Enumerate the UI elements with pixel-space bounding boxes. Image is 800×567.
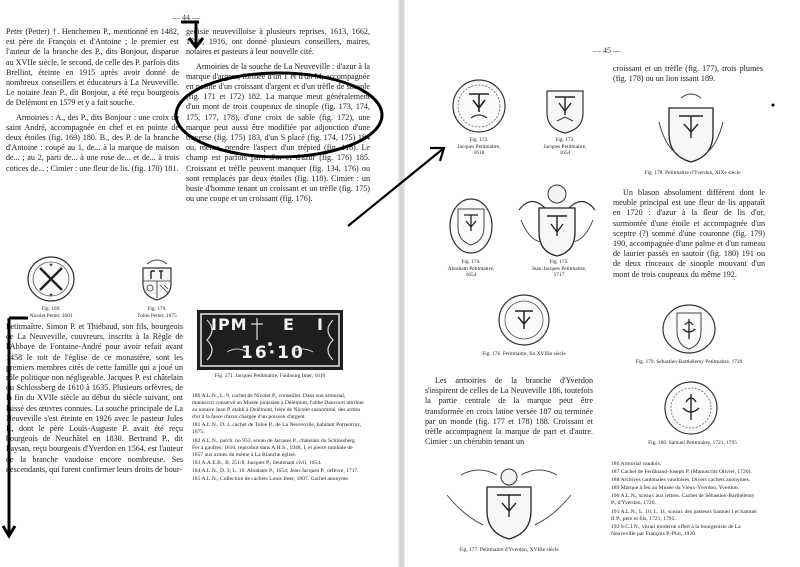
footnotes-right [611, 461, 761, 539]
page-number-left: — 44 — [172, 13, 200, 22]
footnote-181: 181 A.L.N., D. 3, cachet de Tobie P., de La Neuveville, habitant Porrentruy, 1675. [192, 422, 362, 436]
peter-paragraph: Peter (Petter) †. Henchemen P., mentionné en 1482, est père de François et d'Antoine ; le premier est l'auteur de la branche des P., dits Bonjour, disparue au XVIIe siècle, le second, de celle des P. parfois dits Brelliot, éteinte en 1915 après avoir donné de nombreux conseillers et éducateurs à La Neuveville. Le notaire Jean P., dit Bonjour, a été reçu bourgeois de Delémont en 1579 et y a fait souche. [6, 27, 179, 108]
footnote-191: 191 A.L.N., L. 10, L. 11, sceaux des pasteurs Samuel I et Samuel II P., père et fils, 1721, 1795. [611, 508, 757, 522]
petitmaitre-column [6, 322, 183, 479]
fig-174-caption: Fig. 174. Abraham Petitmaitre, 1654 [447, 259, 495, 279]
yverdon-column [425, 376, 593, 451]
fig-177-caption: Fig. 177. Petitmaitre d'Yverdon, XVIIIe siècle [459, 547, 559, 553]
fig-176-seal-image [497, 293, 551, 347]
plumes-paragraph: croissant et un trèfle (fig. 177), trois plumes (fig. 178) ou un lion issant 189. [613, 64, 763, 84]
woodcut-text-i: I [317, 315, 323, 334]
fig-172-seal-image [451, 78, 507, 134]
fig-171-woodcut-image [197, 310, 343, 370]
fig-171-caption: Fig. 171. Jacques Petitmaitre, Faubourg Imer, 1610 [214, 373, 326, 379]
footnote-188: 188 Archives cantonales vaudoises. Divers cachets anonymes. [611, 477, 751, 484]
fig-179-seal-image [661, 303, 717, 355]
fig-180-caption: Fig. 180. Samuel Petitmaitre, 1721, 1795 [648, 440, 737, 446]
footnote-187: 187 Cachet de Ferdinand-Joseph P. (Manuscrits Olivier, 1720). [611, 469, 752, 476]
fig-170-caption: Fig. 170. Tobie Petter, 1675 [137, 306, 177, 319]
page-number-right: — 45 — [593, 46, 621, 55]
fig-180-seal-image [661, 380, 721, 436]
woodcut-text-ipm: IPM [211, 315, 248, 334]
svg-text:✦: ✦ [48, 293, 54, 299]
left-page [0, 0, 398, 567]
fig-177-seal-image [439, 465, 579, 541]
woodcut-text-e: E [283, 315, 294, 334]
footnote-190: 190 A.L.N., sceaux aux lettres. Cachet de Sébastien-Barthélemy P., d'Yverdon, 1720. [611, 493, 755, 507]
fig-178-caption: Fig. 178. Petitmaitre d'Yverdon, XIXe siècle [644, 170, 741, 176]
fig-173-seal-image [543, 85, 587, 135]
petitmaitre-arms-column [186, 27, 370, 208]
fig-169-caption: Fig. 169. Nicolet Petter, 1601 [29, 306, 73, 319]
yverdon-paragraph: Les armoiries de la branche d'Yverdon s'inspirent de celles de La Neuveville 186, toutefois la partie centrale de la marque peut être transformée en croix latine versée 187 ou terminée par un monde (fig. 177 et 178) 188. Croissant et trèfle accompagnent la marque de part et d'autre. Cimier : un chérubin tenant un [425, 376, 593, 447]
fig-175-seal-image [511, 180, 603, 260]
footnote-182: 182 A.L.N., parch. no 953, sceau de Jacques P., châtelain du Schlossberg. Fer à gaufres, 1610, reproduit dans A.H.S., 1948, I, et pierre tombale de 1657 aux armes du même à La Blanche église. [192, 437, 357, 458]
fig-173-caption: Fig. 173. Jacques Petitmaitre, 1654 [543, 137, 587, 157]
peter-column [6, 27, 179, 178]
fig-170-seal-image [133, 254, 181, 302]
footnote-185: 185 A.L.N., Collection de cachets Louis Imer, 1807. Cachet anonyme. [192, 476, 350, 483]
book-gutter [398, 0, 405, 567]
footnote-180: 180 A.L.N., L. 9, cachet de Nicolet P., conseiller. Dans son armorial, manuscrit conservé au Musée jurassien à Delémont, l'abbé Daucourt attribue au notaire Jean P. établi à Delémont, frère de Nicolet susnommé, des armes d'or à la fasce d'azur chargée d'un poisson d'argent. [192, 393, 364, 421]
fig-175-caption: Fig. 175. Jean-Jacques Petitmaitre, 1717 [531, 259, 587, 279]
svg-text:✦: ✦ [48, 263, 54, 269]
fig-179-caption: Fig. 179. Sébastien-Barthélemy Petitmaitre, 1720 [635, 359, 743, 365]
right-page [405, 0, 800, 567]
footnotes-left [192, 393, 364, 484]
blason-column [613, 188, 765, 284]
footnote-184: 184 A.L.N., D. 3; L. 10. Abraham P., 1654; Jean-Jacques P., orfèvre, 1717. [192, 467, 359, 474]
fig-174-seal-image [448, 197, 494, 255]
woodcut-text-date: 16·10 [241, 343, 305, 363]
armoiries-neuveville-paragraph: Armoiries de la souche de La Neuveville : d'azur à la marque d'argent, formée d'un T et d'un M, accompagnée en pointe d'un croissant d'argent et d'un trèfle de sinople (fig. 171 et 172) 182. La marque meut généralement d'un mont de trois coupeaux de sinople (fig. 173, 174, 175, 177, 178), d'une croix de sable (fig. 172), une marque peut aussi être modifiée par adjonction d'une traverse (fig. 175) 183, d'un S placé (fig. 174, 175) 184 ou, même, prendre l'aspect d'un trépied (fig. 118). Le champ est parfois parti d'or et d'azur (fig. 176) 185. Croissant et trèfle peuvent manquer (fig. 134, 176) ou sont remplacés par deux étoiles (fig. 118). Cimier : un buste d'homme tenant un croissant et un trèfle (fig. 175) ou une coupe et un croissant (fig. 176). [186, 61, 370, 204]
blason-paragraph: Un blason absolument différent dont le meuble principal est une fleur de lis apparaît en 1720 : d'azur à la fleur de lis d'or, surmontée d'une étoile et accompagnée d'un sceptre (?) sommé d'une couronne (fig. 179) 190, accompagnée d'une palme et d'un rameau de laurier passés en sautoir (fig. 180) 191 ou de deux rinceaux de sinople mouvant d'un mont de trois coupeaux du même 192. [613, 188, 765, 279]
right-top-text [613, 64, 763, 88]
footnote-189: 189 Marque à feu au Musée du Vieux-Yverdon, Yverdon. [611, 485, 740, 492]
fig-176-caption: Fig. 176. Petitmaitre, fin XVIIIe siècle [482, 351, 566, 357]
peter-armoiries-paragraph: Armoiries : A., des P., dits Bonjour : une croix de saint André, accompagnée en chef et en pointe de deux étoiles (fig. 169) 180. B., des P. de la branche d'Antoine : coupé au 1, de... à la marque de maison de... ; au 2, parti de... à une rose de... et de... à trois cotices de... ; Cimier : une fleur de lis. (fig. 170) 181. [6, 112, 179, 173]
fig-169-seal-image [26, 255, 76, 303]
fig-178-seal-image [655, 92, 727, 166]
petitmaitre-paragraph: Petitmaître. Simon P. et Thiébaud, son fils, bourgeois de La Neuveville, couvreurs, inscrits à la Règle de l'Abbaye de Fontaine-André pour avoir refait avant 1458 le toit de l'église de ce monastère, sont les premiers membres cités de cette famille qui a joué un rôle politique non négligeable. Jacques P. est châtelain du Schlossberg de 1610 à 1635. Plusieurs orfèvres, de la fin du XVIIe siècle au début du siècle suivant, ont laissé des œuvres connues. La souche principale de La Neuveville s'est éteinte en 1926 avec le pasteur Jules P., dont le père Louis-Auguste P. avait été reçu bourgeois de Neuchâtel en 1830. Bertrand P., dit Paysan, reçu bourgeois d'Yverdon en 1564, est l'auteur de la branche vaudoise encore nombreuse. Ses descendants, qui furent confirmer leurs droits de bour- [6, 322, 183, 474]
footnote-183: 183 A.A.E.B., B. 251/8, Jacques P., lieutenant civil, 1654. [192, 459, 322, 466]
footnote-186: 186 Armorial vaudois. [611, 461, 662, 467]
fig-172-caption: Fig. 172. Jacques Petitmaitre, 1618 [457, 137, 501, 157]
bourgeoisie-paragraph: geoisie neuvevilloise à plusieurs reprises, 1613, 1662, 1719, 1916, ont donné plusieurs conseillers, maires, notaires et pasteurs à leur nouvelle cité. [186, 27, 370, 57]
footnote-192: 192 S.C.I.N., vitrail moderne offert à la bourgeoisie de La Neuveville par François P.-Piot, 1920. [611, 523, 741, 537]
